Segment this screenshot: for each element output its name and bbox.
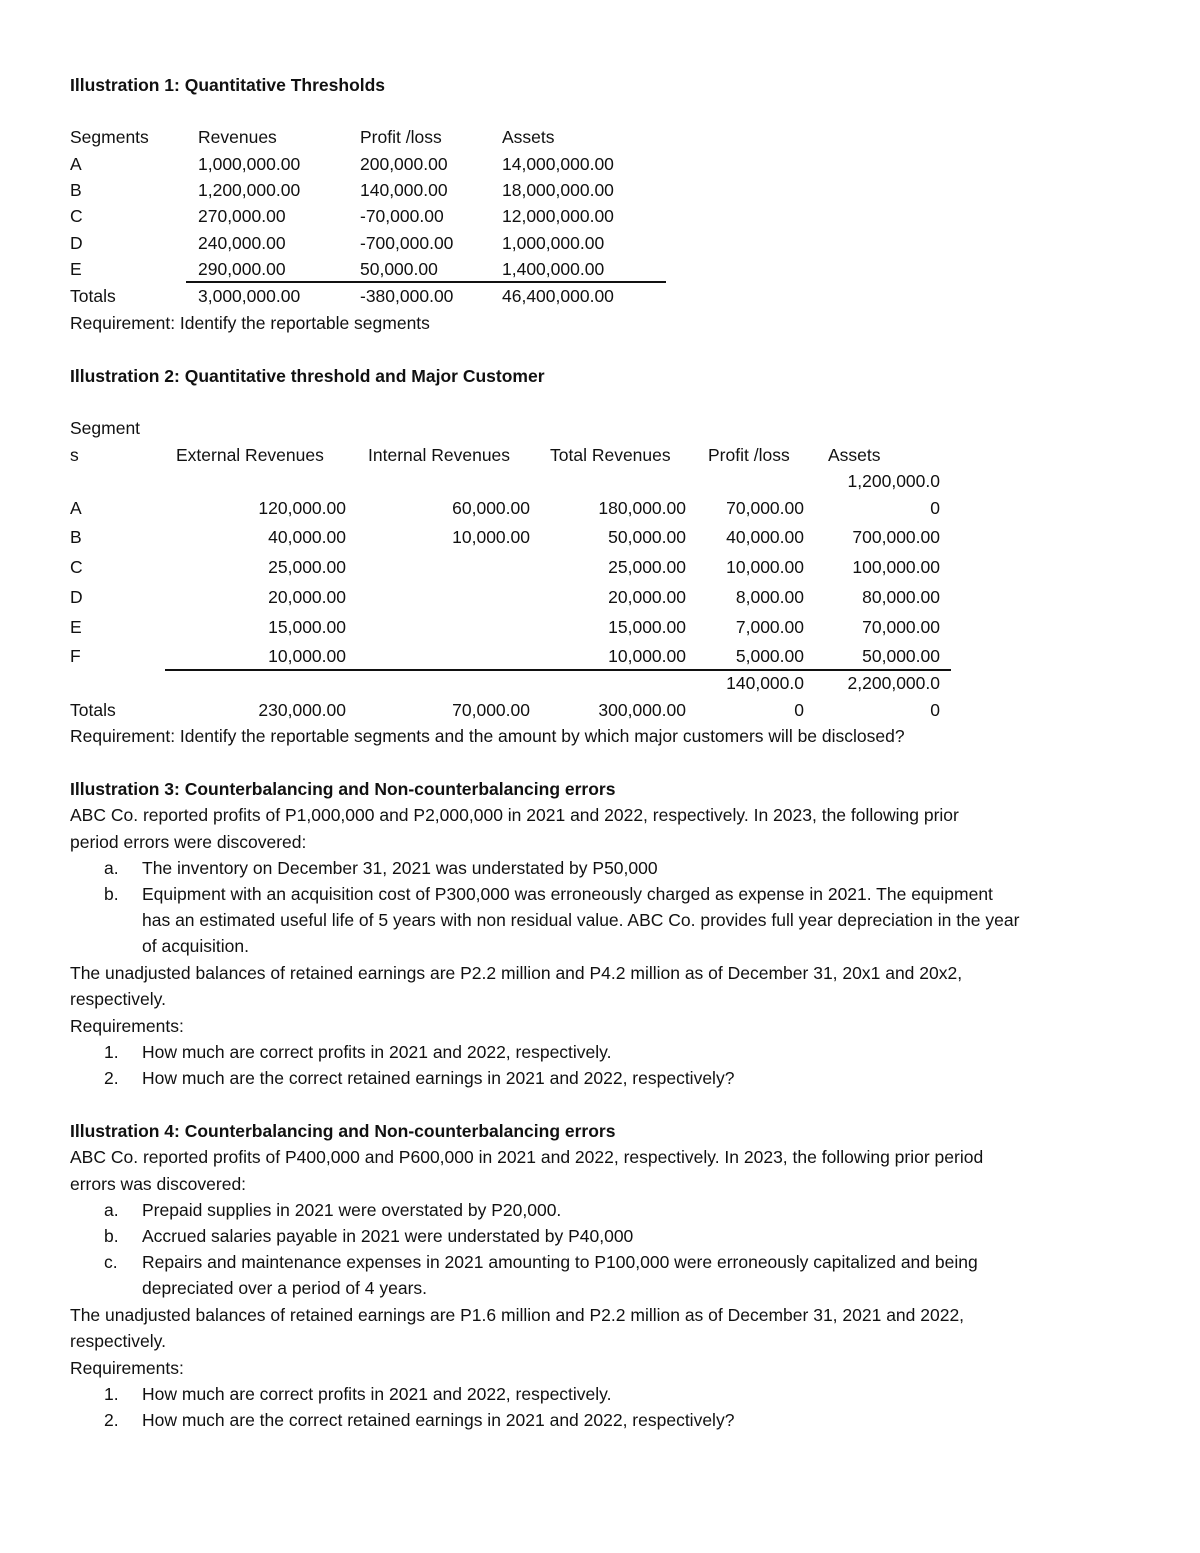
illustration-3-intro: period errors were discovered: xyxy=(70,832,307,852)
table2-header-profit-loss: Profit /loss xyxy=(708,445,790,465)
table2-totals-profit-line1: 140,000.0 xyxy=(726,673,804,693)
table1-cell: 290,000.00 xyxy=(198,259,286,279)
table1-totals-assets: 46,400,000.00 xyxy=(502,286,614,306)
illustration-4-title: Illustration 4: Counterbalancing and Non-counterbalancing errors xyxy=(70,1121,616,1141)
table2-totals-assets-line2: 0 xyxy=(930,700,940,720)
table2-external: 40,000.00 xyxy=(268,527,346,547)
table1-cell: D xyxy=(70,233,83,253)
table1-cell: 50,000.00 xyxy=(360,259,438,279)
table2-total-rule xyxy=(165,669,951,671)
illustration-1-requirement: Requirement: Identify the reportable segments xyxy=(70,313,430,333)
table2-profit: 8,000.00 xyxy=(735,587,804,607)
illustration-4-paragraph: The unadjusted balances of retained earnings are P1.6 million and P2.2 million as of December 31, 2021 and 2022, xyxy=(70,1305,965,1325)
table1-cell: 270,000.00 xyxy=(198,206,286,226)
table1-cell: 200,000.00 xyxy=(360,154,448,174)
table2-internal: 60,000.00 xyxy=(452,498,530,518)
illustration-3-title: Illustration 3: Counterbalancing and Non-counterbalancing errors xyxy=(70,779,616,799)
table2-assets-line2: 0 xyxy=(930,498,940,518)
table2-assets: 50,000.00 xyxy=(862,646,940,666)
table2-assets-line1: 1,200,000.0 xyxy=(847,471,940,491)
table2-totals-total: 300,000.00 xyxy=(598,700,686,720)
table1-header-profit-loss: Profit /loss xyxy=(360,127,442,147)
table1-cell: 18,000,000.00 xyxy=(502,180,614,200)
list-item: How much are correct profits in 2021 and 2022, respectively. xyxy=(142,1042,612,1062)
table2-total: 25,000.00 xyxy=(608,557,686,577)
table2-header-segment-line2: s xyxy=(70,445,79,465)
table2-external: 25,000.00 xyxy=(268,557,346,577)
list-item: Repairs and maintenance expenses in 2021 amounting to P100,000 were erroneously capitalized and being xyxy=(142,1252,978,1272)
table2-external: 120,000.00 xyxy=(258,498,346,518)
table1-cell: 12,000,000.00 xyxy=(502,206,614,226)
table2-total: 15,000.00 xyxy=(608,617,686,637)
table1-cell: 1,000,000.00 xyxy=(502,233,605,253)
table1-cell: 1,400,000.00 xyxy=(502,259,605,279)
table2-assets: 100,000.00 xyxy=(852,557,940,577)
table2-assets: 80,000.00 xyxy=(862,587,940,607)
list-item: of acquisition. xyxy=(142,936,250,956)
table2-header-internal: Internal Revenues xyxy=(368,445,511,465)
table2-header-assets: Assets xyxy=(828,445,881,465)
list-item: has an estimated useful life of 5 years with non residual value. ABC Co. provides full year depreciation in the year xyxy=(142,910,1020,930)
table2-totals-assets-line1: 2,200,000.0 xyxy=(847,673,940,693)
table2-segment: F xyxy=(70,646,81,666)
illustration-3-paragraph: The unadjusted balances of retained earnings are P2.2 million and P4.2 million as of December 31, 20x1 and 20x2, xyxy=(70,963,963,983)
list-item: Accrued salaries payable in 2021 were understated by P40,000 xyxy=(142,1226,634,1246)
table2-total: 50,000.00 xyxy=(608,527,686,547)
list-marker: 1. xyxy=(104,1384,119,1404)
table1-totals-revenues: 3,000,000.00 xyxy=(198,286,301,306)
list-item: Equipment with an acquisition cost of P300,000 was erroneously charged as expense in 2021. The equipment xyxy=(142,884,993,904)
table2-segment: B xyxy=(70,527,82,547)
list-item: How much are the correct retained earnings in 2021 and 2022, respectively? xyxy=(142,1410,735,1430)
table1-header-revenues: Revenues xyxy=(198,127,277,147)
table2-segment: C xyxy=(70,557,83,577)
list-item: Prepaid supplies in 2021 were overstated by P20,000. xyxy=(142,1200,562,1220)
table1-totals-profit: -380,000.00 xyxy=(360,286,454,306)
table2-header-total: Total Revenues xyxy=(550,445,671,465)
illustration-4-paragraph: respectively. xyxy=(70,1331,166,1351)
table1-cell: E xyxy=(70,259,82,279)
table2-profit: 5,000.00 xyxy=(735,646,804,666)
list-marker: a. xyxy=(104,1200,119,1220)
table1-totals-label: Totals xyxy=(70,286,116,306)
list-item: How much are the correct retained earnings in 2021 and 2022, respectively? xyxy=(142,1068,735,1088)
table2-totals-label: Totals xyxy=(70,700,116,720)
table2-totals-profit-line2: 0 xyxy=(794,700,804,720)
illustration-1-title: Illustration 1: Quantitative Thresholds xyxy=(70,75,386,95)
table1-cell: B xyxy=(70,180,82,200)
table2-total: 20,000.00 xyxy=(608,587,686,607)
list-item: The inventory on December 31, 2021 was understated by P50,000 xyxy=(142,858,658,878)
table2-assets: 700,000.00 xyxy=(852,527,940,547)
table1-header-segments: Segments xyxy=(70,127,149,147)
table2-header-segment-line1: Segment xyxy=(70,418,141,438)
list-marker: b. xyxy=(104,1226,119,1246)
requirements-label: Requirements: xyxy=(70,1016,184,1036)
table1-cell: 140,000.00 xyxy=(360,180,448,200)
requirements-label: Requirements: xyxy=(70,1358,184,1378)
table1-cell: -700,000.00 xyxy=(360,233,454,253)
table2-external: 20,000.00 xyxy=(268,587,346,607)
table1-cell: A xyxy=(70,154,82,174)
table2-total: 180,000.00 xyxy=(598,498,686,518)
list-item: depreciated over a period of 4 years. xyxy=(142,1278,428,1298)
table2-external: 15,000.00 xyxy=(268,617,346,637)
table2-segment: A xyxy=(70,498,82,518)
table2-segment: E xyxy=(70,617,82,637)
table2-assets: 70,000.00 xyxy=(862,617,940,637)
table2-external: 10,000.00 xyxy=(268,646,346,666)
table1-header-assets: Assets xyxy=(502,127,555,147)
table2-totals-external: 230,000.00 xyxy=(258,700,346,720)
illustration-4-intro: errors was discovered: xyxy=(70,1174,247,1194)
table2-profit: 7,000.00 xyxy=(735,617,804,637)
illustration-3-paragraph: respectively. xyxy=(70,989,166,1009)
illustration-4-intro: ABC Co. reported profits of P400,000 and P600,000 in 2021 and 2022, respectively. In 2023, the following prior period xyxy=(70,1147,984,1167)
table1-cell: -70,000.00 xyxy=(360,206,444,226)
illustration-2-title: Illustration 2: Quantitative threshold and Major Customer xyxy=(70,366,545,386)
table1-cell: C xyxy=(70,206,83,226)
list-marker: 2. xyxy=(104,1068,119,1088)
list-item: How much are correct profits in 2021 and 2022, respectively. xyxy=(142,1384,612,1404)
list-marker: a. xyxy=(104,858,119,878)
list-marker: 1. xyxy=(104,1042,119,1062)
table2-internal: 10,000.00 xyxy=(452,527,530,547)
table1-total-rule xyxy=(186,281,666,283)
list-marker: c. xyxy=(104,1252,118,1272)
table1-cell: 240,000.00 xyxy=(198,233,286,253)
illustration-3-intro: ABC Co. reported profits of P1,000,000 and P2,000,000 in 2021 and 2022, respectively. In 2023, the following prior xyxy=(70,805,959,825)
table2-segment: D xyxy=(70,587,83,607)
table2-totals-internal: 70,000.00 xyxy=(452,700,530,720)
list-marker: 2. xyxy=(104,1410,119,1430)
table2-header-external: External Revenues xyxy=(176,445,324,465)
illustration-2-requirement: Requirement: Identify the reportable segments and the amount by which major customers will be disclosed? xyxy=(70,726,905,746)
table2-profit: 10,000.00 xyxy=(726,557,804,577)
list-marker: b. xyxy=(104,884,119,904)
table2-profit: 40,000.00 xyxy=(726,527,804,547)
table2-profit: 70,000.00 xyxy=(726,498,804,518)
table1-cell: 1,200,000.00 xyxy=(198,180,301,200)
table1-cell: 14,000,000.00 xyxy=(502,154,614,174)
table2-total: 10,000.00 xyxy=(608,646,686,666)
table1-cell: 1,000,000.00 xyxy=(198,154,301,174)
